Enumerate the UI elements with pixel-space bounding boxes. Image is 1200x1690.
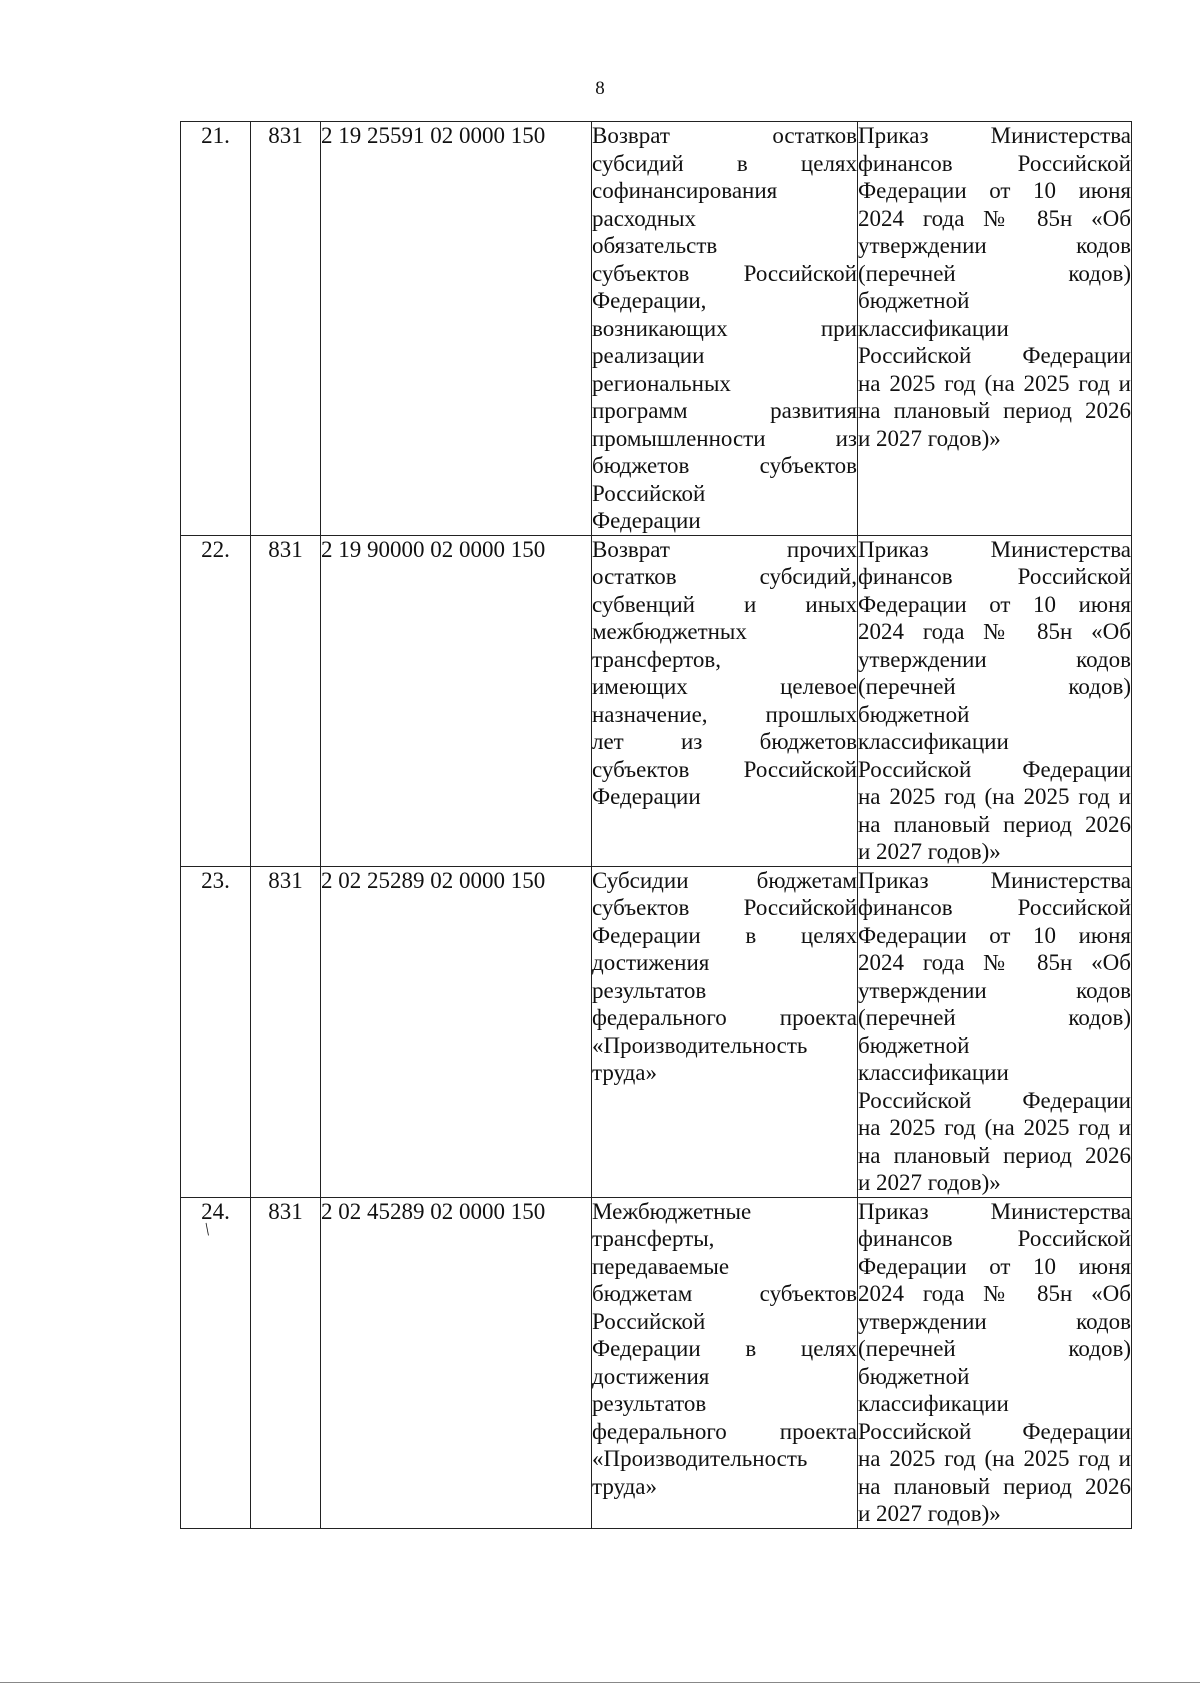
cell-text-line: достижения (592, 1363, 710, 1389)
cell-text-line: федерального проекта (592, 1418, 857, 1444)
cell-text-line: федерального проекта (592, 1005, 857, 1030)
cell-text-line: бюджетной (858, 1032, 970, 1058)
table-body (181, 122, 1132, 1529)
cell-text-line: Федерации в целях (592, 922, 857, 948)
cell-text-line: на 2025 год (на 2025 год и (858, 1115, 1131, 1140)
cell-text-line: бюджетной (858, 288, 970, 313)
cell-text-line: финансов Российской (858, 150, 1131, 176)
cell-text-line: 2024 года № 85н «Об (858, 1281, 1131, 1306)
cell-text-line: Приказ Министерства (858, 536, 1131, 562)
cell-text-line: финансов Российской (858, 564, 1131, 589)
cell-text-line: межбюджетных (592, 619, 747, 644)
cell-text-line: труда» (592, 1060, 657, 1085)
budget-codes-table (180, 121, 1132, 1529)
budget-classification-code: 2 02 45289 02 0000 150 (321, 1197, 592, 1528)
cell-text-line: финансов Российской (858, 895, 1131, 920)
cell-text-line: Приказ Министерства (858, 123, 1131, 148)
cell-text-line: утверждении кодов (858, 233, 1131, 258)
cell-text-line: на 2025 год (на 2025 год и (858, 370, 1131, 396)
cell-text-line: Федерации от 10 июня (858, 178, 1131, 203)
cell-text-line: (перечней кодов) (858, 1005, 1131, 1030)
legal-basis-cell (858, 535, 1132, 866)
code-name-cell (592, 535, 858, 866)
table-row (181, 1197, 1132, 1528)
cell-text-line: Приказ Министерства (858, 1198, 1131, 1224)
cell-text-line: субъектов Российской (592, 895, 857, 920)
cell-text-line: «Производительность (592, 1446, 808, 1471)
cell-text-line: классификации (858, 729, 1009, 754)
cell-text-line: субвенций и иных (592, 591, 857, 617)
cell-text-line: утверждении кодов (858, 977, 1131, 1003)
cell-text-line: остатков субсидий, (592, 564, 857, 589)
cell-text-line: имеющих целевое (592, 674, 857, 699)
administrator-code: 831 (251, 1197, 321, 1528)
cell-text-line: Возврат остатков (592, 123, 857, 148)
cell-text-line: 2024 года № 85н «Об (858, 619, 1131, 644)
cell-text-line: Федерации от 10 июня (858, 1253, 1131, 1279)
administrator-code: 831 (251, 535, 321, 866)
table-row (181, 866, 1132, 1197)
budget-classification-code: 2 19 25591 02 0000 150 (321, 122, 592, 536)
administrator-code: 831 (251, 866, 321, 1197)
cell-text-line: Федерации (592, 784, 701, 809)
cell-text-line: Федерации в целях (592, 1336, 857, 1361)
cell-text-line: Федерации (592, 508, 701, 533)
cell-text-line: (перечней кодов) (858, 260, 1131, 286)
legal-basis-cell (858, 866, 1132, 1197)
cell-text-line: промышленности из (592, 425, 857, 451)
cell-text-line: и 2027 годов)» (858, 839, 1001, 864)
cell-text-line: Приказ Министерства (858, 867, 1131, 893)
cell-text-line: результатов (592, 977, 707, 1003)
administrator-code: 831 (251, 122, 321, 536)
cell-text-line: назначение, прошлых (592, 701, 857, 727)
cell-text-line: софинансирования (592, 178, 778, 203)
cell-text-line: финансов Российской (858, 1226, 1131, 1251)
row-number-text: 24. (201, 1198, 230, 1224)
cell-text-line: на плановый период 2026 (858, 398, 1131, 423)
cell-text-line: и 2027 годов)» (858, 1170, 1001, 1195)
row-number (181, 1197, 251, 1528)
cell-text-line: на плановый период 2026 (858, 1142, 1131, 1168)
cell-text-line: на 2025 год (на 2025 год и (858, 784, 1131, 809)
cell-text-line: расходных (592, 205, 697, 231)
cell-text-line: субсидий в целях (592, 150, 857, 176)
cell-text-line: (перечней кодов) (858, 1336, 1131, 1361)
cell-text-line: и 2027 годов)» (858, 1501, 1001, 1526)
row-number: 21. (181, 122, 251, 536)
cell-text-line: Российской (592, 1308, 706, 1334)
cell-text-line: достижения (592, 950, 710, 975)
cell-text-line: 2024 года № 85н «Об (858, 205, 1131, 231)
cell-text-line: бюджетной (858, 701, 970, 727)
legal-basis-cell (858, 122, 1132, 536)
cell-text-line: бюджетов субъектов (592, 453, 857, 478)
cell-text-line: Российской Федерации (858, 1418, 1131, 1444)
cell-text-line: классификации (858, 1391, 1009, 1416)
cell-text-line: бюджетной (858, 1363, 970, 1389)
cell-text-line: Российской Федерации (858, 756, 1131, 782)
cell-text-line: утверждении кодов (858, 1308, 1131, 1334)
cell-text-line: обязательств (592, 233, 718, 258)
cell-text-line: Субсидии бюджетам (592, 867, 857, 893)
cell-text-line: бюджетам субъектов (592, 1281, 857, 1306)
legal-basis-cell (858, 1197, 1132, 1528)
cell-text-line: на 2025 год (на 2025 год и (858, 1446, 1131, 1471)
cell-text-line: трансферты, (592, 1226, 715, 1251)
cell-text-line: лет из бюджетов (592, 729, 857, 754)
cell-text-line: Межбюджетные (592, 1198, 752, 1224)
code-name-cell (592, 866, 858, 1197)
cell-text-line: трансфертов, (592, 646, 722, 672)
row-number: 23. (181, 866, 251, 1197)
table-row (181, 122, 1132, 536)
budget-classification-code: 2 02 25289 02 0000 150 (321, 866, 592, 1197)
cell-text-line: утверждении кодов (858, 646, 1131, 672)
cell-text-line: «Производительность (592, 1032, 808, 1058)
cell-text-line: 2024 года № 85н «Об (858, 950, 1131, 975)
page-bottom-rule (0, 1682, 1200, 1683)
cell-text-line: на плановый период 2026 (858, 1473, 1131, 1499)
code-name-cell (592, 122, 858, 536)
cell-text-line: передаваемые (592, 1253, 730, 1279)
cell-text-line: классификации (858, 315, 1009, 341)
cell-text-line: труда» (592, 1473, 657, 1499)
cell-text-line: возникающих при (592, 315, 857, 341)
cell-text-line: на плановый период 2026 (858, 811, 1131, 837)
row-number: 22. (181, 535, 251, 866)
cell-text-line: субъектов Российской (592, 756, 857, 782)
cell-text-line: Федерации от 10 июня (858, 591, 1131, 617)
cell-text-line: Российской Федерации (858, 1087, 1131, 1113)
cell-text-line: классификации (858, 1060, 1009, 1085)
table-row (181, 535, 1132, 866)
cell-text-line: Возврат прочих (592, 536, 857, 562)
cell-text-line: Федерации, (592, 288, 707, 313)
cell-text-line: и 2027 годов)» (858, 425, 1001, 451)
cell-text-line: результатов (592, 1391, 707, 1416)
pen-tick-mark: / (199, 1218, 215, 1239)
cell-text-line: Российской (592, 480, 706, 506)
cell-text-line: Российской Федерации (858, 343, 1131, 368)
code-name-cell (592, 1197, 858, 1528)
cell-text-line: региональных (592, 370, 731, 396)
cell-text-line: Федерации от 10 июня (858, 922, 1131, 948)
cell-text-line: субъектов Российской (592, 260, 857, 286)
budget-classification-code: 2 19 90000 02 0000 150 (321, 535, 592, 866)
page-number: 8 (595, 78, 605, 99)
cell-text-line: программ развития (592, 398, 857, 423)
cell-text-line: реализации (592, 343, 705, 368)
cell-text-line: (перечней кодов) (858, 674, 1131, 699)
